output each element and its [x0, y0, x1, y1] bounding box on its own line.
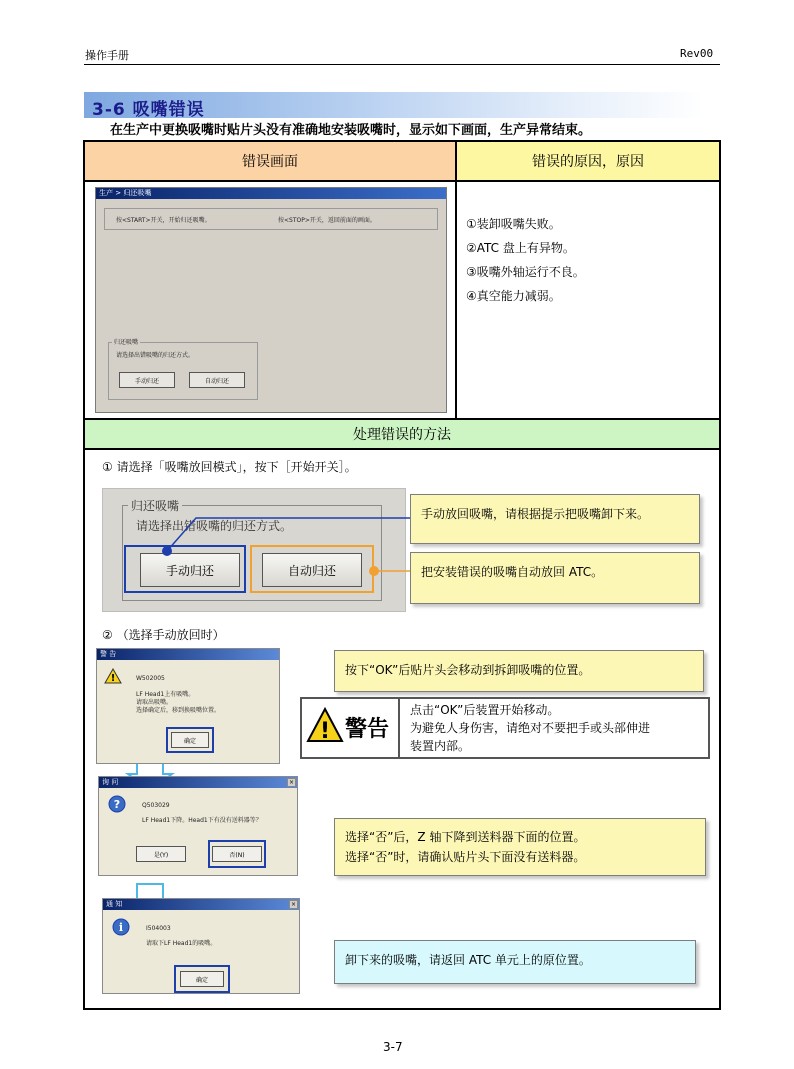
return-mode-group-label-large: 归还吸嘴: [128, 497, 182, 514]
note-z-axis-line: 选择“否”后，Z 轴下降到送料器下面的位置。: [345, 830, 586, 844]
warning-ok-button[interactable]: 确定: [171, 732, 209, 748]
query-no-button[interactable]: 否(N): [212, 846, 262, 862]
svg-text:?: ?: [113, 798, 121, 811]
auto-connector-dot: [369, 566, 379, 576]
safety-warning-line: 装置内部。: [410, 739, 471, 753]
note-manual-return: 手动放回吸嘴，请根据提示把吸嘴卸下来。: [410, 494, 700, 544]
error-screen-titlebar: 生产 > 归还吸嘴: [96, 188, 446, 199]
return-mode-prompt-large: 请选择出错吸嘴的归还方式。: [136, 519, 293, 533]
query-dialog: [98, 776, 298, 876]
return-mode-group-label: 归还吸嘴: [114, 339, 139, 346]
step2-instruction: ② （选择手动放回时）: [102, 628, 225, 642]
note-return-nozzle: 卸下来的吸嘴，请返回 ATC 单元上的原位置。: [334, 940, 696, 984]
warning-dialog-line: 选择确定后，移到换吸嘴位置。: [136, 707, 221, 714]
safety-warning-label: 警告: [345, 717, 390, 742]
warning-dialog-line: 请取出吸嘴。: [136, 699, 173, 706]
note-auto-return: 把安装错误的吸嘴自动放回 ATC。: [410, 552, 700, 604]
question-icon: [108, 795, 126, 813]
manual-connector-line: [167, 518, 410, 551]
note-move-to-remove: 按下“OK”后贴片头会移动到拆卸吸嘴的位置。: [334, 650, 704, 692]
return-mode-prompt: 请选择出错吸嘴的归还方式。: [116, 352, 195, 359]
notice-dialog-code: I504003: [146, 925, 171, 932]
cause-item: ③吸嘴外轴运行不良。: [466, 265, 585, 279]
query-dialog-code: Q503029: [142, 802, 170, 809]
safety-warning-text: [410, 701, 650, 755]
section-title: 3-6 吸嘴错误: [92, 100, 205, 120]
col-header-cause: 错误的原因，原因: [457, 142, 719, 182]
manual-connector-dot: [162, 546, 172, 556]
step1-instruction: ① 请选择「吸嘴放回模式」，按下［开始开关］。: [102, 460, 357, 474]
hint-start: 按<START>开关，开始归还吸嘴。: [116, 217, 211, 224]
page-number: 3-7: [383, 1040, 403, 1054]
auto-return-button-small[interactable]: 自动归还: [189, 372, 245, 388]
warning-dialog-line: LF Head1上有吸嘴。: [136, 691, 195, 698]
svg-text:!: !: [110, 673, 116, 684]
svg-text:i: i: [118, 921, 124, 934]
manual-return-button-small[interactable]: 手动归还: [119, 372, 175, 388]
auto-return-button[interactable]: 自动归还: [262, 553, 362, 587]
header-revision: Rev00: [680, 47, 714, 60]
warning-dialog-code: W502005: [136, 675, 165, 682]
notice-ok-button[interactable]: 确定: [180, 971, 224, 987]
safety-warning-line: 为避免人身伤害，请绝对不要把手或头部伸进: [410, 721, 651, 735]
warning-dialog-title: 警 告: [97, 649, 279, 660]
manual-return-button[interactable]: 手动归还: [140, 553, 240, 587]
cause-item: ④真空能力减弱。: [466, 289, 561, 303]
method-header: 处理错误的方法: [85, 420, 719, 450]
cause-item: ②ATC 盘上有异物。: [466, 241, 575, 255]
svg-text:!: !: [319, 719, 331, 743]
caution-triangle-icon: [306, 707, 344, 743]
note-z-axis-line: 选择“否”时，请确认贴片头下面没有送料器。: [345, 850, 586, 864]
close-icon[interactable]: ×: [290, 901, 297, 908]
query-dialog-title: 询 问: [99, 777, 297, 788]
header-manual-title: 操作手册: [85, 49, 129, 62]
query-yes-button[interactable]: 是(Y): [136, 846, 186, 862]
info-icon: [112, 918, 130, 936]
close-icon[interactable]: ×: [288, 779, 295, 786]
col-header-error-screen: 错误画面: [85, 142, 457, 182]
notice-dialog-line: 请取下LF Head1的吸嘴。: [146, 940, 217, 947]
section-subtitle: 在生产中更换吸嘴时贴片头没有准确地安装吸嘴时，显示如下画面，生产异常结束。: [110, 123, 592, 138]
safety-warning-divider: [398, 697, 400, 759]
note-z-axis: [334, 818, 706, 876]
warning-triangle-icon: [104, 668, 122, 684]
hint-stop: 按<STOP>开关，返回前面的画面。: [278, 217, 376, 224]
cause-item: ①装卸吸嘴失败。: [466, 217, 561, 231]
notice-dialog-title: 通 知: [103, 899, 299, 910]
safety-warning-line: 点击“OK”后装置开始移动。: [410, 703, 560, 717]
query-dialog-line: LF Head1下降。Head1下有没有送料器等？: [142, 817, 262, 824]
